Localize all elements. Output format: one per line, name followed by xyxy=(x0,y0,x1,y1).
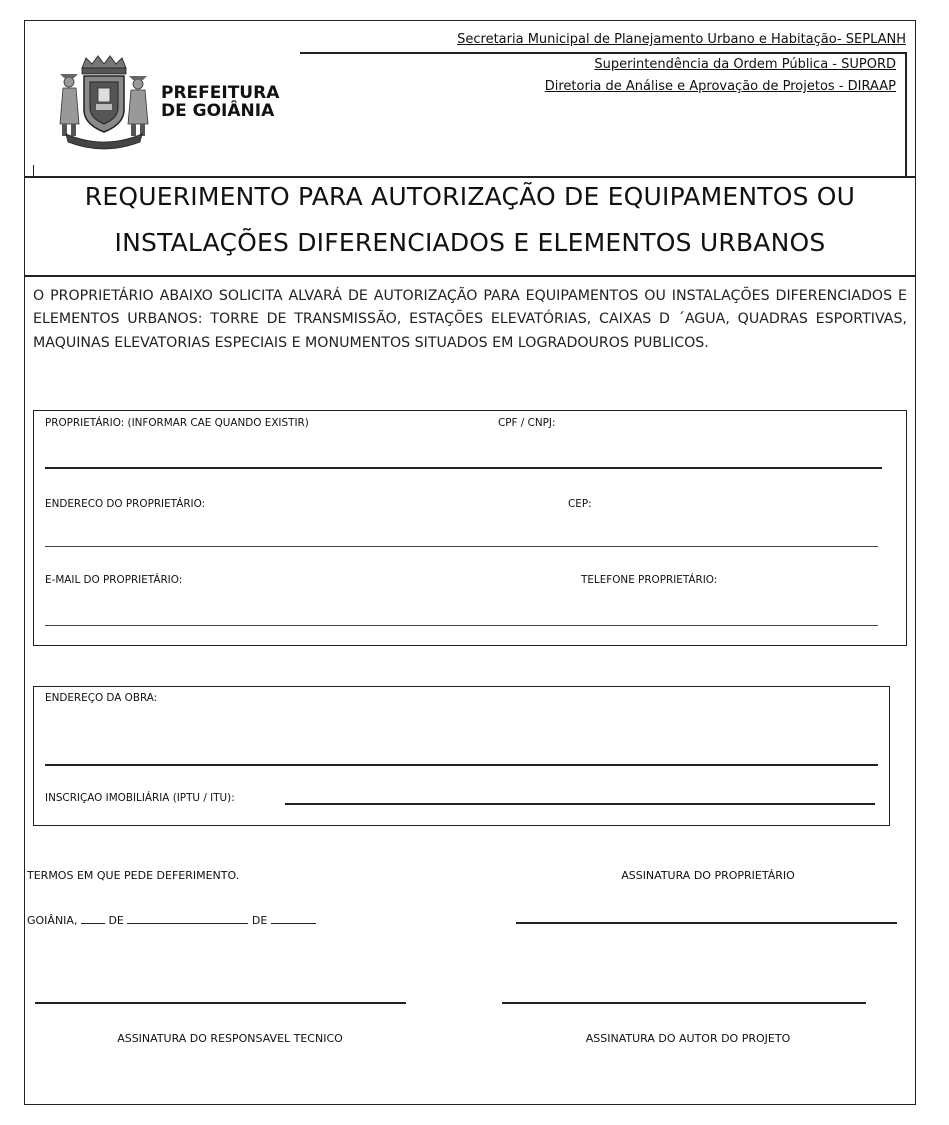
logo-text-line2: DE GOIÂNIA xyxy=(161,101,275,121)
header-bottom-rule xyxy=(24,176,916,178)
owner-address-field[interactable] xyxy=(45,546,878,547)
terms-text: TERMOS EM QUE PEDE DEFERIMENTO. xyxy=(27,869,240,882)
registration-label: INSCRIÇAO IMOBILIÁRIA (IPTU / ITU): xyxy=(45,792,235,804)
work-info-box xyxy=(33,686,890,826)
date-line xyxy=(27,912,316,927)
org-superintendencia: Superintendência da Ordem Pública - SUPORD xyxy=(594,57,896,72)
owner-address-label: ENDERECO DO PROPRIETÁRIO: xyxy=(45,498,206,510)
title-bottom-rule xyxy=(24,275,916,277)
day-field[interactable] xyxy=(81,912,105,924)
owner-label: PROPRIETÁRIO: (INFORMAR CAE QUANDO EXISTIR) xyxy=(45,417,309,429)
owner-signature-line[interactable] xyxy=(516,922,897,924)
author-signature-label: ASSINATURA DO AUTOR DO PROJETO xyxy=(585,1032,791,1045)
registration-field[interactable] xyxy=(285,803,875,805)
form-title-line1: REQUERIMENTO PARA AUTORIZAÇÃO DE EQUIPAMENTOS OU xyxy=(84,182,856,211)
city-label: GOIÂNIA, xyxy=(27,914,78,927)
cep-label: CEP: xyxy=(568,498,592,510)
org-diretoria: Diretoria de Análise e Aprovação de Projetos - DIRAAP xyxy=(544,79,896,94)
work-address-label: ENDEREÇO DA OBRA: xyxy=(45,692,158,704)
logo-text-line1: PREFEITURA xyxy=(161,83,280,103)
month-field[interactable] xyxy=(127,912,248,924)
form-title-line2: INSTALAÇÕES DIFERENCIADOS E ELEMENTOS URBANOS xyxy=(114,228,826,257)
owner-phone-label: TELEFONE PROPRIETÁRIO: xyxy=(581,574,718,586)
date-de-2: DE xyxy=(251,914,268,927)
header-tick xyxy=(33,165,34,176)
org-secretaria: Secretaria Municipal de Planejamento Urbano e Habitação- SEPLANH xyxy=(457,32,906,47)
header-right-rule xyxy=(905,52,907,177)
owner-field[interactable] xyxy=(45,467,882,469)
owner-email-label: E-MAIL DO PROPRIETÁRIO: xyxy=(45,574,183,586)
tech-signature-line[interactable] xyxy=(35,1002,406,1004)
owner-email-phone-field[interactable] xyxy=(45,625,878,626)
author-signature-line[interactable] xyxy=(502,1002,866,1004)
year-field[interactable] xyxy=(271,912,316,924)
tech-signature-label: ASSINATURA DO RESPONSAVEL TECNICO xyxy=(117,1032,343,1045)
intro-paragraph: O PROPRIETÁRIO ABAIXO SOLICITA ALVARÁ DE AUTORIZAÇÃO PARA EQUIPAMENTOS OU INSTALAÇÕES DIFERENCIADOS E ELEMENTOS URBANOS: TORRE DE TRANSMISSÃO, ESTAÇÕES ELEVATÓRIAS, CAIXAS D ´AGUA, QUADRAS ESPORTIVAS, MAQUINAS ELEVATORIAS ESPECIAIS E MONUMENTOS SITUADOS EM LOGRADOUROS PUBLICOS. xyxy=(33,288,907,351)
date-de-1: DE xyxy=(108,914,124,927)
owner-signature-label: ASSINATURA DO PROPRIETÁRIO xyxy=(621,869,795,882)
coat-of-arms-icon xyxy=(52,52,152,152)
header-top-rule xyxy=(300,52,906,54)
work-address-field[interactable] xyxy=(45,764,878,766)
owner-info-box xyxy=(33,410,907,646)
cpf-cnpj-label: CPF / CNPJ: xyxy=(498,417,556,429)
